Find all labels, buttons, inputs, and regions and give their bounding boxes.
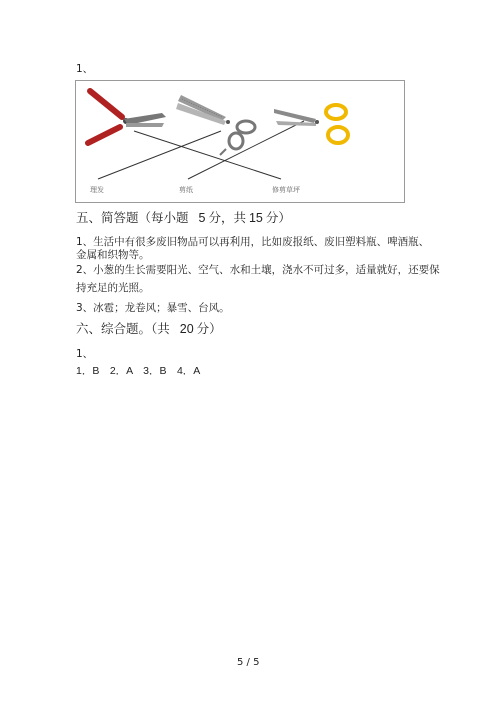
answer-1-line-2: 金属和织物等。 xyxy=(76,249,150,261)
answer-2-line-2: 持充足的光照。 xyxy=(76,282,150,294)
section-5-total: 15 xyxy=(248,211,263,225)
scissors-illustration xyxy=(76,81,404,202)
caption-haircut: 理发 xyxy=(90,186,104,194)
answer-1-line-1: 1、生活中有很多废旧物品可以再利用，比如废报纸、废旧塑料瓶、啤酒瓶、 xyxy=(76,236,430,248)
section-5-mid: 分，共 xyxy=(208,210,246,225)
yellow-scissors-icon xyxy=(274,105,348,143)
answer-3: 3、冰雹；龙卷风；暴雪、台风。 xyxy=(76,302,230,314)
section-6-total: 20 xyxy=(179,322,194,336)
section-6-heading xyxy=(76,322,222,336)
section-6-answers: 1．B 2．A 3．B 4．A xyxy=(76,365,201,377)
section-6-end: 分） xyxy=(196,321,222,336)
section-5-points: 5 xyxy=(198,211,206,225)
section-6-question-number: 1、 xyxy=(76,348,94,360)
caption-paper-cutting: 剪纸 xyxy=(179,186,193,194)
hedge-shears-icon xyxy=(88,91,166,143)
section-6-title: 六、综合题。（共 xyxy=(76,321,170,336)
matching-figure xyxy=(75,80,405,203)
thinning-scissors-icon xyxy=(176,95,255,155)
page-number: 5 / 5 xyxy=(237,657,260,668)
answer-2-line-1: 2、小葱的生长需要阳光、空气、水和土壤，浇水不可过多，适量就好，还要保 xyxy=(76,264,440,276)
question-number: 1、 xyxy=(76,63,94,75)
caption-lawn-mowing: 修剪草坪 xyxy=(272,186,300,194)
section-5-title: 五、简答题（每小题 xyxy=(76,210,189,225)
section-5-end: 分） xyxy=(265,210,291,225)
section-5-heading xyxy=(76,211,291,225)
